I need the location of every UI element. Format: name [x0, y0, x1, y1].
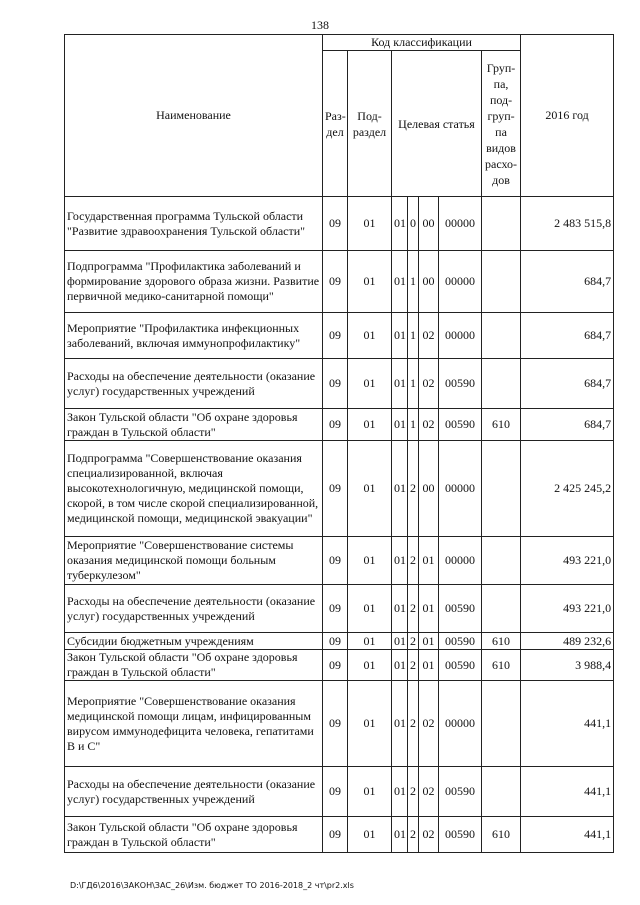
row-name: Субсидии бюджетным учреждениям	[65, 633, 323, 650]
row-subsection: 01	[348, 817, 392, 853]
row-name: Расходы на обеспечение деятельности (оказание услуг) государственных учреждений	[65, 359, 323, 409]
row-target-article-program: 01	[392, 251, 408, 313]
row-target-article-event: 02	[419, 313, 439, 359]
file-path-footer: D:\ГД6\2016\ЗАКОН\ЗАС_26\Изм. бюджет ТО 2016-2018_2 чт\pr2.xls	[70, 881, 354, 890]
row-target-article-program: 01	[392, 359, 408, 409]
header-name: Наименование	[65, 35, 323, 197]
row-expense-group: 610	[482, 633, 521, 650]
row-amount: 493 221,0	[521, 537, 614, 585]
row-name: Мероприятие "Совершенствование оказания медицинской помощи лицам, инфицированным вирусом иммунодефицита человека, гепатитами В и С"	[65, 681, 323, 767]
row-section: 09	[323, 409, 348, 441]
row-name: Закон Тульской области "Об охране здоровья граждан в Тульской области"	[65, 817, 323, 853]
row-target-article-subprogram: 2	[408, 817, 419, 853]
row-target-article-subprogram: 1	[408, 359, 419, 409]
row-subsection: 01	[348, 650, 392, 681]
row-target-article-subprogram: 1	[408, 313, 419, 359]
table-row	[65, 681, 614, 767]
table-row	[65, 650, 614, 681]
row-target-article-subprogram: 1	[408, 409, 419, 441]
row-target-article-subprogram: 2	[408, 681, 419, 767]
row-expense-group	[482, 313, 521, 359]
row-section: 09	[323, 441, 348, 537]
row-expense-group	[482, 197, 521, 251]
row-amount: 441,1	[521, 817, 614, 853]
row-name: Подпрограмма "Совершенствование оказания специализированной, включая высокотехнологичную, медицинской помощи, скорой, в том числе скорой специализированной, медицинской помощи, медицинской эвакуации"	[65, 441, 323, 537]
row-amount: 3 988,4	[521, 650, 614, 681]
row-expense-group	[482, 441, 521, 537]
row-target-article-program: 01	[392, 633, 408, 650]
row-amount: 493 221,0	[521, 585, 614, 633]
row-target-article-event: 02	[419, 767, 439, 817]
row-target-article-subprogram: 1	[408, 251, 419, 313]
row-amount: 684,7	[521, 409, 614, 441]
row-expense-group	[482, 681, 521, 767]
row-subsection: 01	[348, 633, 392, 650]
row-name: Расходы на обеспечение деятельности (оказание услуг) государственных учреждений	[65, 767, 323, 817]
row-target-article-program: 01	[392, 313, 408, 359]
row-amount: 684,7	[521, 313, 614, 359]
row-target-article-program: 01	[392, 650, 408, 681]
row-target-article-direction: 00590	[439, 817, 482, 853]
row-subsection: 01	[348, 409, 392, 441]
row-name: Закон Тульской области "Об охране здоровья граждан в Тульской области"	[65, 409, 323, 441]
row-target-article-direction: 00000	[439, 537, 482, 585]
row-target-article-event: 01	[419, 585, 439, 633]
table-row	[65, 313, 614, 359]
row-target-article-program: 01	[392, 817, 408, 853]
row-target-article-direction: 00590	[439, 650, 482, 681]
row-target-article-subprogram: 2	[408, 633, 419, 650]
row-target-article-subprogram: 2	[408, 441, 419, 537]
row-name: Мероприятие "Профилактика инфекционных заболеваний, включая иммунопрофилактику"	[65, 313, 323, 359]
row-expense-group	[482, 767, 521, 817]
row-name: Мероприятие "Совершенствование системы оказания медицинской помощи больным туберкулезом"	[65, 537, 323, 585]
row-target-article-event: 01	[419, 633, 439, 650]
row-section: 09	[323, 650, 348, 681]
page-number: 138	[311, 18, 329, 32]
row-name: Подпрограмма "Профилактика заболеваний и формирование здорового образа жизни. Развитие первичной медико-санитарной помощи"	[65, 251, 323, 313]
row-section: 09	[323, 767, 348, 817]
row-name: Закон Тульской области "Об охране здоровья граждан в Тульской области"	[65, 650, 323, 681]
row-expense-group: 610	[482, 409, 521, 441]
table-row	[65, 585, 614, 633]
row-expense-group	[482, 251, 521, 313]
row-section: 09	[323, 817, 348, 853]
row-section: 09	[323, 197, 348, 251]
row-target-article-event: 02	[419, 681, 439, 767]
row-amount: 684,7	[521, 251, 614, 313]
row-name: Расходы на обеспечение деятельности (оказание услуг) государственных учреждений	[65, 585, 323, 633]
row-subsection: 01	[348, 585, 392, 633]
row-target-article-event: 00	[419, 251, 439, 313]
row-subsection: 01	[348, 681, 392, 767]
row-target-article-program: 01	[392, 585, 408, 633]
row-target-article-program: 01	[392, 767, 408, 817]
row-target-article-direction: 00590	[439, 359, 482, 409]
row-target-article-program: 01	[392, 537, 408, 585]
row-target-article-direction: 00590	[439, 585, 482, 633]
row-target-article-subprogram: 2	[408, 650, 419, 681]
row-target-article-direction: 00000	[439, 197, 482, 251]
row-subsection: 01	[348, 441, 392, 537]
row-amount: 441,1	[521, 767, 614, 817]
row-target-article-program: 01	[392, 681, 408, 767]
row-subsection: 01	[348, 359, 392, 409]
row-amount: 2 483 515,8	[521, 197, 614, 251]
table-row	[65, 359, 614, 409]
row-expense-group	[482, 359, 521, 409]
row-name: Государственная программа Тульской области "Развитие здравоохранения Тульской области"	[65, 197, 323, 251]
row-target-article-event: 01	[419, 650, 439, 681]
row-amount: 684,7	[521, 359, 614, 409]
table-header	[65, 35, 614, 197]
row-expense-group: 610	[482, 650, 521, 681]
row-amount: 489 232,6	[521, 633, 614, 650]
row-section: 09	[323, 537, 348, 585]
row-expense-group: 610	[482, 817, 521, 853]
header-year: 2016 год	[521, 35, 614, 197]
table-body	[65, 197, 614, 853]
row-subsection: 01	[348, 537, 392, 585]
row-section: 09	[323, 251, 348, 313]
table-row	[65, 633, 614, 650]
row-expense-group	[482, 537, 521, 585]
table-row	[65, 409, 614, 441]
header-expense-group: Груп- па, под- груп- па видов расхо- дов	[482, 51, 521, 197]
header-subsection: Под- раздел	[348, 51, 392, 197]
table-row	[65, 251, 614, 313]
table-row	[65, 537, 614, 585]
row-section: 09	[323, 585, 348, 633]
row-section: 09	[323, 313, 348, 359]
row-subsection: 01	[348, 197, 392, 251]
table-row	[65, 441, 614, 537]
row-section: 09	[323, 681, 348, 767]
row-subsection: 01	[348, 251, 392, 313]
row-target-article-event: 00	[419, 197, 439, 251]
header-target-article: Целевая статья	[392, 51, 482, 197]
budget-table	[64, 34, 614, 853]
row-target-article-program: 01	[392, 197, 408, 251]
row-section: 09	[323, 633, 348, 650]
row-target-article-program: 01	[392, 441, 408, 537]
row-target-article-event: 02	[419, 409, 439, 441]
table-row	[65, 767, 614, 817]
row-target-article-event: 02	[419, 359, 439, 409]
row-target-article-event: 02	[419, 817, 439, 853]
row-target-article-direction: 00000	[439, 681, 482, 767]
row-target-article-subprogram: 0	[408, 197, 419, 251]
row-target-article-direction: 00590	[439, 409, 482, 441]
row-subsection: 01	[348, 767, 392, 817]
row-subsection: 01	[348, 313, 392, 359]
row-target-article-direction: 00000	[439, 313, 482, 359]
row-amount: 441,1	[521, 681, 614, 767]
row-target-article-event: 01	[419, 537, 439, 585]
row-target-article-event: 00	[419, 441, 439, 537]
row-target-article-direction: 00590	[439, 633, 482, 650]
header-classification: Код классификации	[323, 35, 521, 51]
table-row	[65, 197, 614, 251]
row-section: 09	[323, 359, 348, 409]
row-target-article-direction: 00000	[439, 251, 482, 313]
row-amount: 2 425 245,2	[521, 441, 614, 537]
row-target-article-direction: 00590	[439, 767, 482, 817]
row-target-article-program: 01	[392, 409, 408, 441]
table-row	[65, 817, 614, 853]
row-target-article-subprogram: 2	[408, 767, 419, 817]
row-expense-group	[482, 585, 521, 633]
header-section: Раз- дел	[323, 51, 348, 197]
row-target-article-subprogram: 2	[408, 585, 419, 633]
row-target-article-direction: 00000	[439, 441, 482, 537]
row-target-article-subprogram: 2	[408, 537, 419, 585]
